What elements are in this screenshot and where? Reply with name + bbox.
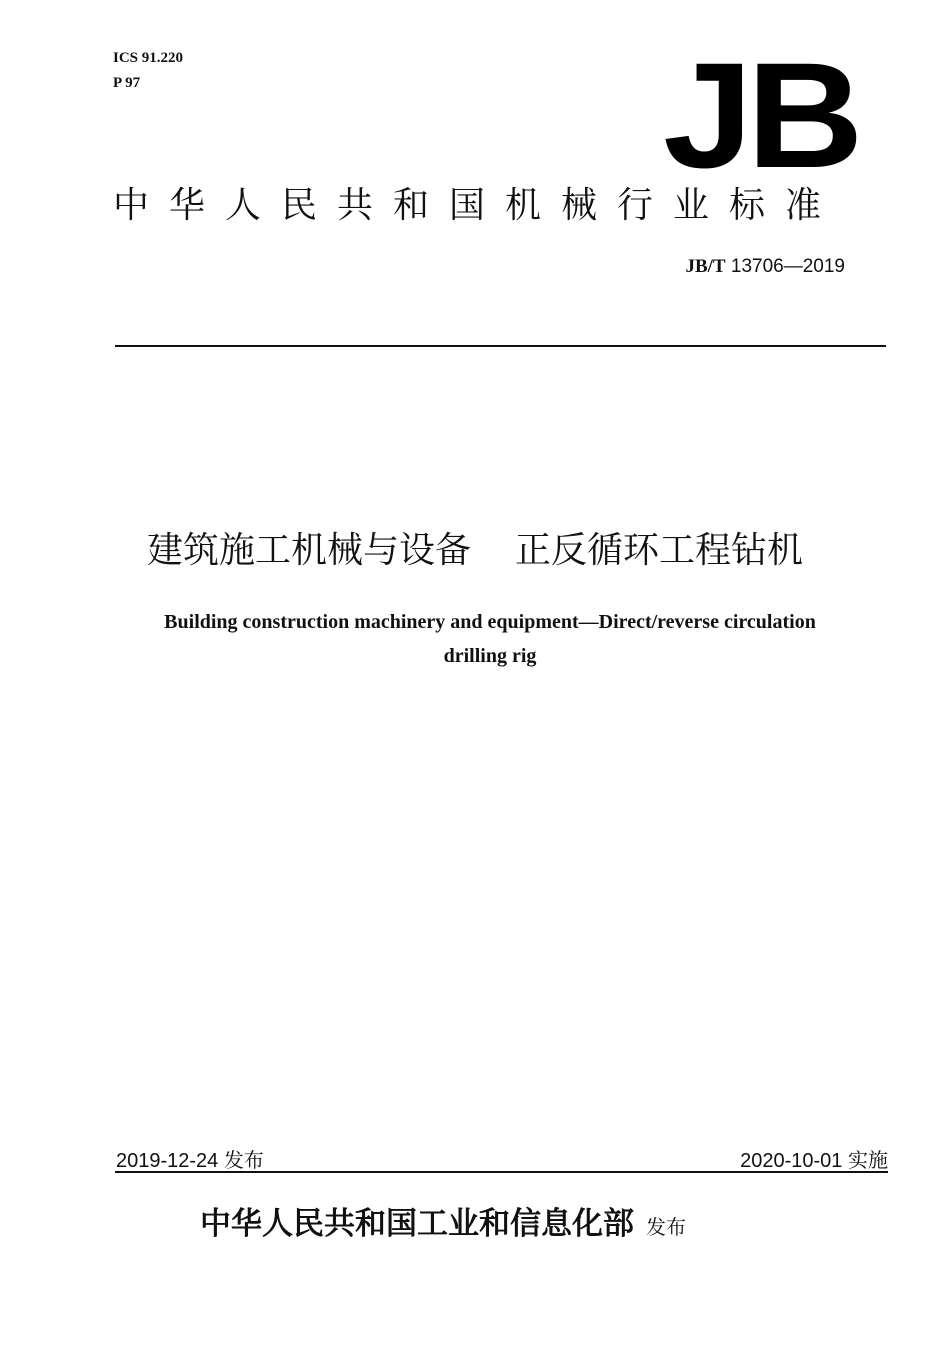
classification-code: P 97 bbox=[113, 75, 141, 91]
standard-number bbox=[685, 256, 845, 278]
bottom-divider bbox=[115, 1171, 888, 1173]
publisher bbox=[200, 1198, 686, 1243]
title-english-line2: drilling rig bbox=[443, 645, 537, 667]
jb-logo: JB bbox=[663, 31, 858, 199]
issue-date: 2019-12-24 发布 bbox=[116, 1150, 264, 1172]
ics-code: ICS 91.220 bbox=[113, 50, 184, 66]
publisher-name: 中华人民共和国工业和信息化部 bbox=[200, 1206, 634, 1242]
publisher-suffix: 发布 bbox=[646, 1215, 686, 1239]
standard-prefix: JB/T bbox=[685, 256, 726, 277]
top-divider bbox=[115, 345, 886, 347]
standard-code: 13706—2019 bbox=[730, 256, 845, 277]
standard-organization: 中华人民共和国机械行业标准 bbox=[113, 185, 842, 226]
title-chinese-part1: 建筑施工机械与设备 bbox=[146, 530, 471, 571]
title-chinese-part2: 正反循环工程钻机 bbox=[515, 530, 804, 571]
title-chinese bbox=[0, 528, 950, 574]
implementation-date: 2020-10-01 实施 bbox=[740, 1150, 888, 1172]
title-english-line1: Building construction machinery and equipment—Direct/reverse circulation bbox=[164, 611, 816, 633]
